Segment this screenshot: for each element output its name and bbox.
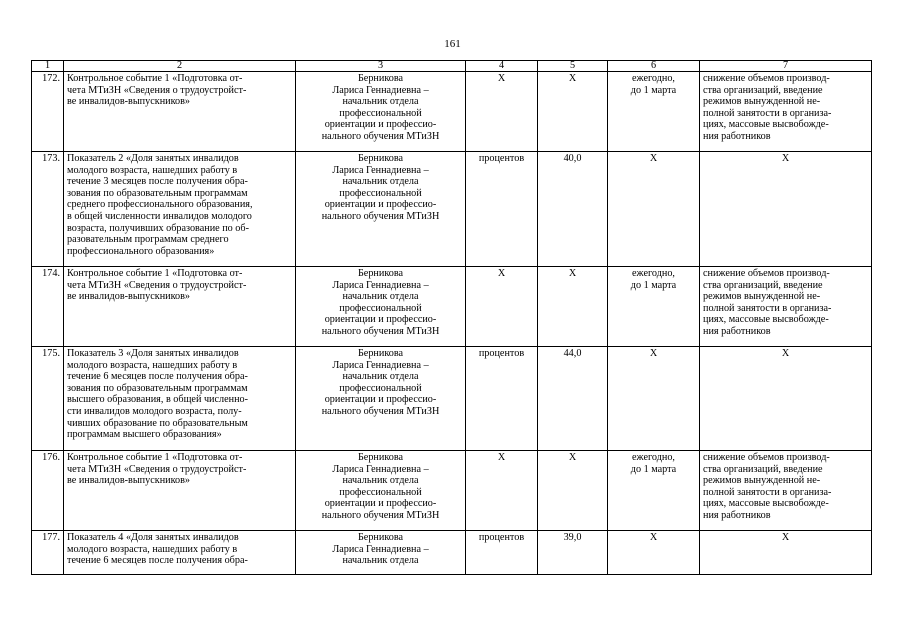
value-cell: 44,0 [538,347,608,451]
description-cell-line: чивших образование по образовательным [67,417,248,429]
program-table [31,60,872,575]
unit-cell: процентов [466,152,538,267]
responsible-cell-line: нального обучения МТиЗН [321,130,440,142]
row-number: 176. [32,451,64,531]
description-cell-line: Контрольное событие 1 «Подготовка от- [67,452,243,463]
column-header: 6 [608,61,700,72]
risk-cell-line: снижение объемов производ- [703,73,830,84]
row-number: 175. [32,347,64,451]
risk-cell-line: ства организаций, введение [703,84,823,96]
description-cell-line: ве инвалидов-выпускников» [67,96,191,108]
risk-cell-line: ства организаций, введение [703,463,823,475]
table-row [32,531,872,575]
risk-cell-line: снижение объемов производ- [703,268,830,279]
term-cell [608,72,700,152]
unit-cell: Х [466,451,538,531]
table-row [32,152,872,267]
risk-cell-line: ния работников [703,325,771,337]
responsible-cell [296,451,466,531]
term-cell [608,347,700,451]
risk-cell-line: режимов вынужденной не- [703,96,821,108]
term-cell-line: до 1 марта [630,279,677,291]
description-cell-line: ве инвалидов-выпускников» [67,475,191,487]
responsible-cell-line: начальник отдела [342,555,419,567]
responsible-cell-line: ориентации и профессио- [324,199,437,211]
responsible-cell-line: нального обучения МТиЗН [321,210,440,222]
column-header: 7 [700,61,872,72]
risk-cell-line: полной занятости в организа- [703,302,832,314]
risk-cell [700,347,872,451]
description-cell-line: Показатель 3 «Доля занятых инвалидов [67,348,239,359]
description-cell-line: чета МТиЗН «Сведения о трудоустройст- [67,463,247,475]
description-cell-line: высшего образования, в общей численно- [67,394,249,406]
term-cell-line: ежегодно, [632,268,675,279]
risk-cell-line: ства организаций, введение [703,279,823,291]
description-cell [64,72,296,152]
term-cell [608,152,700,267]
value-cell: 40,0 [538,152,608,267]
value-cell: Х [538,267,608,347]
risk-cell [700,152,872,267]
risk-cell-line: Х [781,348,790,359]
description-cell-line: среднего профессионального образования, [67,199,253,211]
column-header: 2 [64,61,296,72]
responsible-cell-line: начальник отдела [342,371,419,383]
term-cell-line: Х [649,348,658,359]
responsible-cell [296,531,466,575]
term-cell-line: до 1 марта [630,84,677,96]
risk-cell-line: Х [781,153,790,164]
row-number: 173. [32,152,64,267]
responsible-cell-line: ориентации и профессио- [324,498,437,510]
description-cell [64,152,296,267]
description-cell-line: Контрольное событие 1 «Подготовка от- [67,268,243,279]
value-cell: Х [538,72,608,152]
description-cell [64,347,296,451]
responsible-cell-line: Берникова [357,452,404,463]
responsible-cell-line: Берникова [357,532,404,543]
term-cell-line: Х [649,153,658,164]
responsible-cell-line: Лариса Геннадиевна – [332,84,429,96]
risk-cell [700,451,872,531]
responsible-cell-line: Берникова [357,73,404,84]
term-cell-line: ежегодно, [632,73,675,84]
responsible-cell-line: начальник отдела [342,475,419,487]
column-header: 3 [296,61,466,72]
description-cell-line: чета МТиЗН «Сведения о трудоустройст- [67,84,247,96]
responsible-cell-line: Лариса Геннадиевна – [332,543,429,555]
unit-cell: Х [466,72,538,152]
term-cell [608,267,700,347]
responsible-cell-line: Берникова [357,268,404,279]
description-cell-line: ве инвалидов-выпускников» [67,291,191,303]
term-cell [608,531,700,575]
description-cell-line: молодого возраста, нашедших работу в [67,164,238,176]
responsible-cell-line: начальник отдела [342,96,419,108]
description-cell-line: разовательным программам среднего [67,234,229,246]
risk-cell-line: ния работников [703,509,771,521]
row-number: 174. [32,267,64,347]
unit-cell: процентов [466,347,538,451]
risk-cell-line: полной занятости в организа- [703,486,832,498]
column-header: 5 [538,61,608,72]
description-cell [64,531,296,575]
row-number: 177. [32,531,64,575]
responsible-cell-line: нального обучения МТиЗН [321,325,440,337]
description-cell-line: молодого возраста, нашедших работу в [67,543,238,555]
table-row [32,72,872,152]
description-cell-line: в общей численности инвалидов молодого [67,210,252,222]
responsible-cell [296,347,466,451]
page-number: 161 [444,38,461,50]
description-cell [64,267,296,347]
responsible-cell-line: Лариса Геннадиевна – [332,463,429,475]
value-cell: 39,0 [538,531,608,575]
responsible-cell-line: Лариса Геннадиевна – [332,279,429,291]
responsible-cell-line: профессиональной [339,382,422,394]
term-cell [608,451,700,531]
risk-cell-line: циях, массовые высвобожде- [703,119,829,131]
responsible-cell-line: профессиональной [339,187,422,199]
risk-cell [700,267,872,347]
unit-cell: Х [466,267,538,347]
description-cell-line: чета МТиЗН «Сведения о трудоустройст- [67,279,247,291]
description-cell-line: течение 6 месяцев после получения обра- [67,371,248,383]
table-row [32,451,872,531]
description-cell [64,451,296,531]
description-cell-line: течение 3 месяцев после получения обра- [67,176,248,188]
risk-cell-line: режимов вынужденной не- [703,475,821,487]
column-header: 1 [32,61,64,72]
responsible-cell-line: Лариса Геннадиевна – [332,164,429,176]
description-cell-line: Контрольное событие 1 «Подготовка от- [67,73,243,84]
value-cell: Х [538,451,608,531]
description-cell-line: зования по образовательным программам [67,187,248,199]
column-number-row [32,61,872,72]
term-cell-line: ежегодно, [632,452,675,463]
responsible-cell-line: Берникова [357,348,404,359]
responsible-cell-line: начальник отдела [342,176,419,188]
risk-cell-line: режимов вынужденной не- [703,291,821,303]
table-row [32,267,872,347]
risk-cell [700,531,872,575]
responsible-cell-line: профессиональной [339,107,422,119]
description-cell-line: Показатель 4 «Доля занятых инвалидов [67,532,239,543]
responsible-cell [296,72,466,152]
responsible-cell-line: Берникова [357,153,404,164]
row-number: 172. [32,72,64,152]
responsible-cell-line: ориентации и профессио- [324,394,437,406]
responsible-cell-line: профессиональной [339,302,422,314]
unit-cell: процентов [466,531,538,575]
risk-cell-line: снижение объемов производ- [703,452,830,463]
risk-cell-line: циях, массовые высвобожде- [703,314,829,326]
responsible-cell [296,267,466,347]
description-cell-line: сти инвалидов молодого возраста, полу- [67,405,242,417]
responsible-cell-line: Лариса Геннадиевна – [332,359,429,371]
column-header: 4 [466,61,538,72]
responsible-cell [296,152,466,267]
responsible-cell-line: нального обучения МТиЗН [321,509,440,521]
responsible-cell-line: профессиональной [339,486,422,498]
responsible-cell-line: начальник отдела [342,291,419,303]
description-cell-line: течение 6 месяцев после получения обра- [67,555,248,567]
risk-cell [700,72,872,152]
table-row [32,347,872,451]
responsible-cell-line: ориентации и профессио- [324,314,437,326]
description-cell-line: молодого возраста, нашедших работу в [67,359,238,371]
risk-cell-line: ния работников [703,130,771,142]
term-cell-line: Х [649,532,658,543]
responsible-cell-line: нального обучения МТиЗН [321,405,440,417]
description-cell-line: профессионального образования» [67,245,215,257]
risk-cell-line: циях, массовые высвобожде- [703,498,829,510]
description-cell-line: Показатель 2 «Доля занятых инвалидов [67,153,239,164]
risk-cell-line: полной занятости в организа- [703,107,832,119]
description-cell-line: возраста, получивших образование по об- [67,222,249,234]
description-cell-line: программам высшего образования» [67,429,222,441]
description-cell-line: зования по образовательным программам [67,382,248,394]
responsible-cell-line: ориентации и профессио- [324,119,437,131]
risk-cell-line: Х [781,532,790,543]
term-cell-line: до 1 марта [630,463,677,475]
